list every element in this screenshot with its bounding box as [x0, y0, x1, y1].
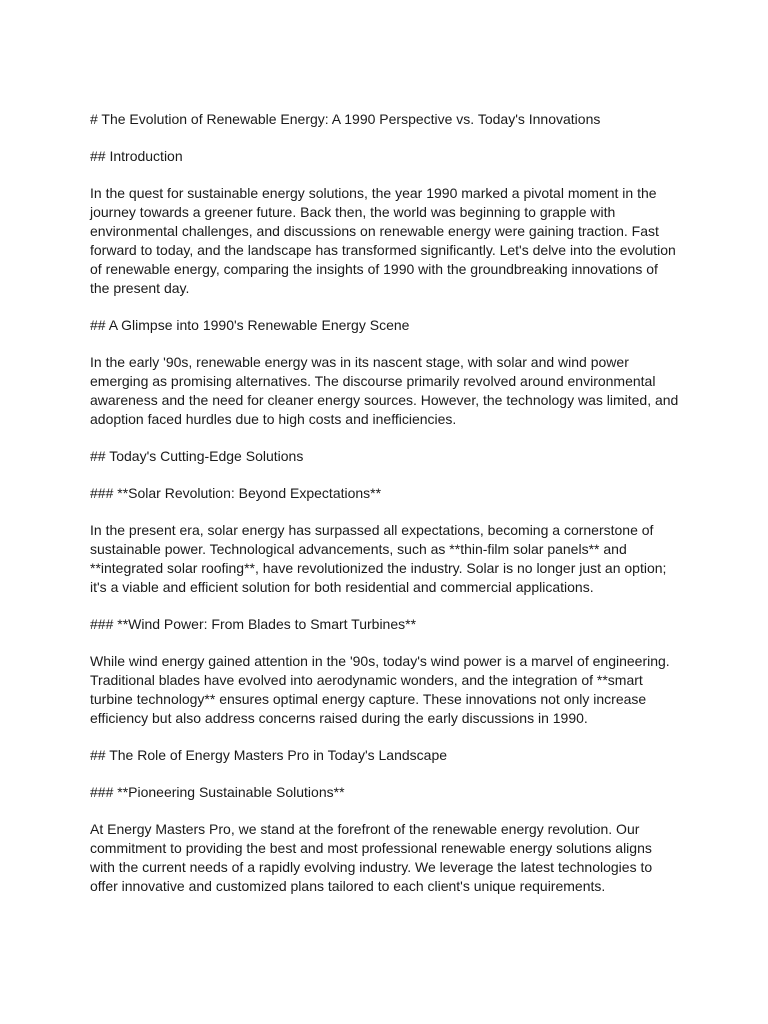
document-page: [90, 110, 680, 914]
heading-introduction: ## Introduction: [90, 148, 183, 164]
heading-role-energy-masters: ## The Role of Energy Masters Pro in Today's Landscape: [90, 747, 448, 763]
heading-1990-glimpse: ## A Glimpse into 1990's Renewable Energy Scene: [90, 317, 410, 333]
paragraph-1990-glimpse: In the early '90s, renewable energy was in its nascent stage, with solar and wind power emerging as promising alternatives. The discourse primarily revolved around environmental awareness and the need for cleaner energy sources. However, the technology was limited, and adoption faced hurdles due to high costs and inefficiencies.: [90, 354, 679, 427]
heading-todays-solutions: ## Today's Cutting-Edge Solutions: [90, 448, 304, 464]
paragraph-solar-revolution: In the present era, solar energy has surpassed all expectations, becoming a cornerstone of sustainable power. Technological advancements, such as **thin-film solar panels** and **integrated solar roofing**, have revolutionized the industry. Solar is no longer just an option; it's a viable and efficient solution for both residential and commercial applications.: [90, 522, 667, 595]
heading-wind-power: ### **Wind Power: From Blades to Smart Turbines**: [90, 616, 417, 632]
heading-solar-revolution: ### **Solar Revolution: Beyond Expectations**: [90, 485, 382, 501]
heading-pioneering-solutions: ### **Pioneering Sustainable Solutions**: [90, 784, 345, 800]
paragraph-introduction: In the quest for sustainable energy solutions, the year 1990 marked a pivotal moment in the journey towards a greener future. Back then, the world was beginning to grapple with environmental challenges, and discussions on renewable energy were gaining traction. Fast forward to today, and the landscape has transformed significantly. Let's delve into the evolution of renewable energy, comparing the insights of 1990 with the groundbreaking innovations of the present day.: [90, 185, 676, 296]
paragraph-wind-power: While wind energy gained attention in the '90s, today's wind power is a marvel of engineering. Traditional blades have evolved into aerodynamic wonders, and the integration of **smart turbine technology** ensures optimal energy capture. These innovations not only increase efficiency but also address concerns raised during the early discussions in 1990.: [90, 653, 670, 726]
document-title: # The Evolution of Renewable Energy: A 1990 Perspective vs. Today's Innovations: [90, 111, 601, 127]
paragraph-pioneering-solutions: At Energy Masters Pro, we stand at the forefront of the renewable energy revolution. Our commitment to providing the best and most professional renewable energy solutions aligns with the current needs of a rapidly evolving industry. We leverage the latest technologies to offer innovative and customized plans tailored to each client's unique requirements.: [90, 821, 653, 894]
